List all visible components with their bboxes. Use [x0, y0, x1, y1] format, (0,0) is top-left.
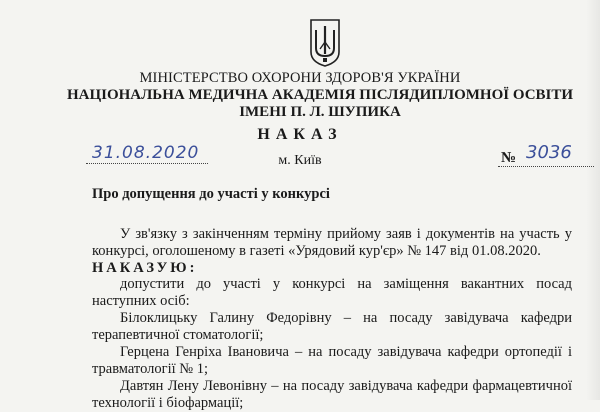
academy-name — [60, 87, 580, 121]
body-paragraph: допустити до участі у конкурсі на заміщення вакантних посад наступних осіб: — [92, 276, 572, 309]
page-edge-shadow — [586, 0, 600, 400]
body-paragraph: У зв'язку з закінченням терміну прийому заяв і документів на участь у конкурсі, оголошеному в газеті «Урядовий кур'єр» № 147 від 01.08.2020. — [92, 226, 572, 259]
order-subject: Про допущення до участі у конкурсі — [92, 186, 330, 202]
body-paragraph: Білоклицьку Галину Федорівну – на посаду завідувача кафедри терапевтичної стоматології; — [92, 310, 572, 343]
academy-name-line2: ІМЕНІ П. Л. ШУПИКА — [239, 104, 401, 120]
order-number: 3036 — [526, 142, 572, 163]
order-date: 31.08.2020 — [92, 143, 200, 163]
body-paragraph: Давтян Лену Левонівну – на посаду завідувача кафедри фармацевтичної технології і біофармації; — [92, 378, 572, 411]
city: м. Київ — [278, 153, 322, 168]
trident-emblem-icon — [309, 18, 341, 68]
nakazuyu-heading: НАКАЗУЮ: — [92, 260, 198, 276]
document-type: НАКАЗ — [257, 126, 343, 143]
body-paragraph: Герцена Генріха Івановича – на посаду завідувача кафедри ортопедії і травматології № 1; — [92, 344, 572, 377]
number-sign: № — [501, 150, 517, 166]
number-underline — [498, 166, 594, 167]
academy-name-line1: НАЦІОНАЛЬНА МЕДИЧНА АКАДЕМІЯ ПІСЛЯДИПЛОМНОЇ ОСВІТИ — [66, 87, 574, 103]
ministry-name: МІНІСТЕРСТВО ОХОРОНИ ЗДОРОВ'Я УКРАЇНИ — [139, 70, 461, 86]
